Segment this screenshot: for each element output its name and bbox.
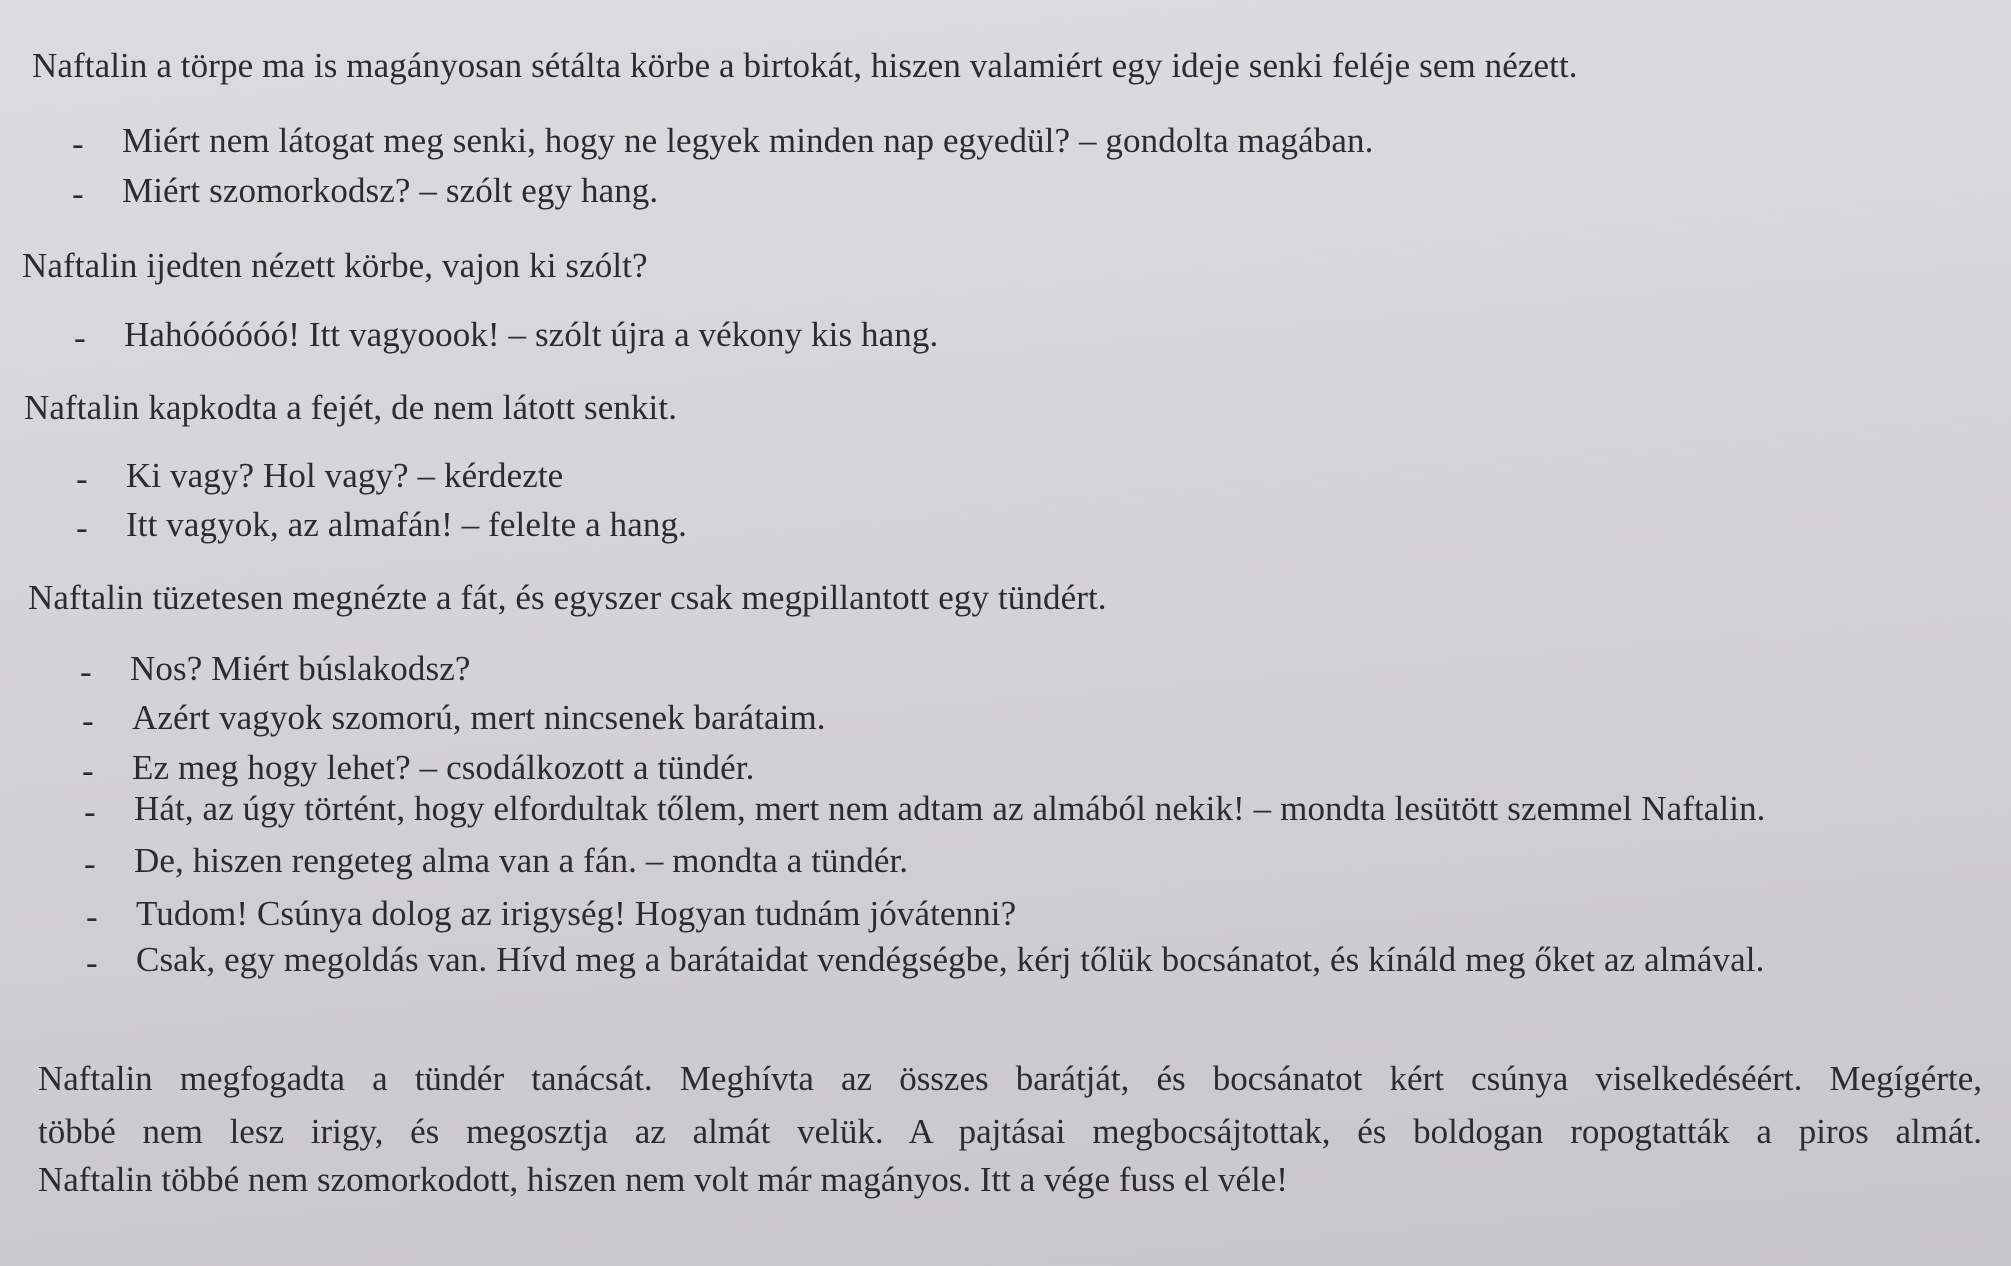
dialog-line: Ki vagy? Hol vagy? – kérdezte: [126, 456, 564, 495]
dialog-line: Azért vagyok szomorú, mert nincsenek barátaim.: [132, 698, 826, 737]
dialog-dash: -: [74, 318, 86, 357]
dialog-line: Ez meg hogy lehet? – csodálkozott a tündér.: [132, 748, 755, 787]
paragraph-intro: Naftalin a törpe ma is magányosan sétálta körbe a birtokát, hiszen valamiért egy ideje senki feléje sem nézett.: [32, 46, 1578, 85]
dialog-line: De, hiszen rengeteg alma van a fán. – mondta a tündér.: [134, 841, 909, 880]
dialog-dash: -: [76, 508, 88, 547]
dialog-line: Miért nem látogat meg senki, hogy ne legyek minden nap egyedül? – gondolta magában.: [122, 121, 1374, 160]
dialog-dash: -: [82, 751, 94, 790]
dialog-dash: -: [86, 943, 98, 982]
dialog-line: Hahóóóóóó! Itt vagyoook! – szólt újra a vékony kis hang.: [124, 315, 939, 354]
dialog-dash: -: [72, 124, 84, 163]
ending-line: többé nem lesz irigy, és megosztja az almát velük. A pajtásai megbocsájtottak, és boldogan ropogtatták a piros almát.: [38, 1112, 1982, 1151]
dialog-line: Hát, az úgy történt, hogy elfordultak tőlem, mert nem adtam az almából nekik! – mondta lesütött szemmel Naftalin.: [134, 789, 1766, 828]
dialog-line: Miért szomorkodsz? – szólt egy hang.: [122, 171, 659, 210]
dialog-dash: -: [84, 844, 96, 883]
dialog-dash: -: [72, 174, 84, 213]
dialog-line: Nos? Miért búslakodsz?: [130, 649, 471, 688]
paragraph-narration: Naftalin tüzetesen megnézte a fát, és egyszer csak megpillantott egy tündért.: [28, 578, 1107, 617]
dialog-dash: -: [82, 701, 94, 740]
dialog-dash: -: [86, 897, 98, 936]
dialog-line: Tudom! Csúnya dolog az irigység! Hogyan tudnám jóvátenni?: [136, 894, 1017, 933]
ending-line: Naftalin többé nem szomorkodott, hiszen nem volt már magányos. Itt a vége fuss el véle!: [38, 1160, 1288, 1199]
ending-line: Naftalin megfogadta a tündér tanácsát. Meghívta az összes barátját, és bocsánatot kért csúnya viselkedéséért. Megígérte,: [38, 1059, 1982, 1098]
dialog-dash: -: [76, 459, 88, 498]
paragraph-narration: Naftalin kapkodta a fejét, de nem látott senkit.: [24, 388, 678, 427]
paragraph-narration: Naftalin ijedten nézett körbe, vajon ki szólt?: [22, 246, 648, 285]
dialog-line: Csak, egy megoldás van. Hívd meg a barátaidat vendégségbe, kérj tőlük bocsánatot, és kínáld meg őket az almával.: [136, 940, 1765, 979]
dialog-dash: -: [80, 652, 92, 691]
dialog-line: Itt vagyok, az almafán! – felelte a hang.: [126, 505, 687, 544]
paragraph-ending: [38, 1059, 1982, 1200]
dialog-dash: -: [84, 792, 96, 831]
